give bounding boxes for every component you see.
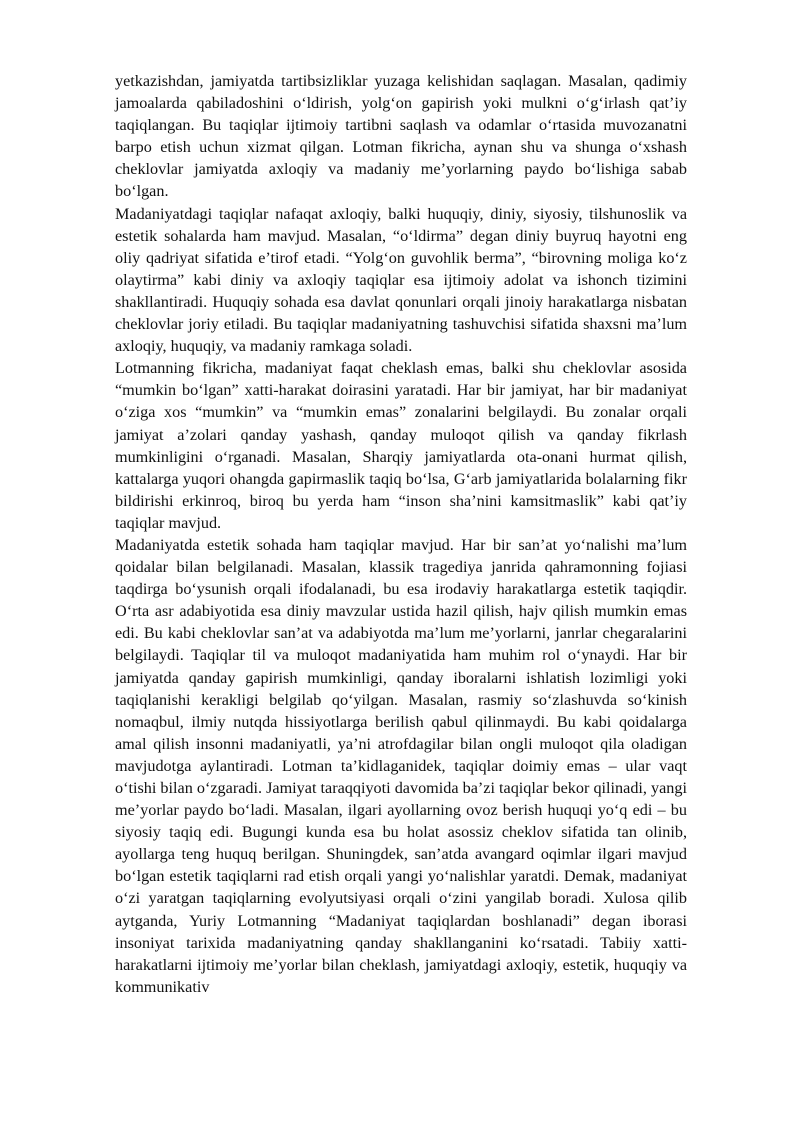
document-page	[115, 70, 687, 998]
paragraph-3: Lotmanning fikricha, madaniyat faqat cheklash emas, balki shu cheklovlar asosida “mumkin bo‘lgan” xatti-harakat doirasini yaratadi. Har bir jamiyat, har bir madaniyat o‘ziga xos “mumkin” va “mumkin emas” zonalarini belgilaydi. Bu zonalar orqali jamiyat a’zolari qanday yashash, qanday muloqot qilish va qanday fikrlash mumkinligini o‘rganadi. Masalan, Sharqiy jamiyatlarda ota-onani hurmat qilish, kattalarga yuqori ohangda gapirmaslik taqiq bo‘lsa, G‘arb jamiyatlarida bolalarning fikr bildirishi erkinroq, biroq bu yerda ham “inson sha’nini kamsitmaslik” kabi qat’iy taqiqlar mavjud.	[115, 359, 687, 532]
paragraph-2: Madaniyatdagi taqiqlar nafaqat axloqiy, balki huquqiy, diniy, siyosiy, tilshunoslik va estetik sohalarda ham mavjud. Masalan, “o‘ldirma” degan diniy buyruq hayotni eng oliy qadriyat sifatida e’tirof etadi. “Yolg‘on guvohlik berma”, “birovning moliga ko‘z olaytirma” kabi diniy va axloqiy taqiqlar esa ijtimoiy adolat va ishonch tizimini shakllantiradi. Huquqiy sohada esa davlat qonunlari orqali jinoiy harakatlarga nisbatan cheklovlar joriy etiladi. Bu taqiqlar madaniyatning tashuvchisi sifatida shaxsni ma’lum axloqiy, huquqiy, va madaniy ramkaga soladi.	[115, 204, 687, 356]
paragraph-4: Madaniyatda estetik sohada ham taqiqlar mavjud. Har bir san’at yo‘nalishi ma’lum qoidalar bilan belgilanadi. Masalan, klassik tragediya janrida qahramonning fojiasi taqdirga bo‘ysunish orqali ifodalanadi, bu esa irodaviy harakatlarga estetik taqiqdir. O‘rta asr adabiyotida esa diniy mavzular ustida hazil qilish, hajv qilish mumkin emas edi. Bu kabi cheklovlar san’at va adabiyotda ma’lum me’yorlarni, janrlar chegaralarini belgilaydi. Taqiqlar til va muloqot madaniyatida ham muhim rol o‘ynaydi. Har bir jamiyatda qanday gapirish mumkinligi, qanday iboralarni ishlatish lozimligi yoki taqiqlanishi kerakligi belgilab qo‘yilgan. Masalan, rasmiy so‘zlashuvda so‘kinish nomaqbul, ilmiy nutqda hissiyotlarga berilish qabul qilinmaydi. Bu kabi qoidalarga amal qilish insonni madaniyatli, ya’ni atrofdagilar bilan ongli muloqot qila oladigan mavjudotga aylantiradi. Lotman ta’kidlaganidek, taqiqlar doimiy emas – ular vaqt o‘tishi bilan o‘zgaradi. Jamiyat taraqqiyoti davomida ba’zi taqiqlar bekor qilinadi, yangi me’yorlar paydo bo‘ladi. Masalan, ilgari ayollarning ovoz berish huquqi yo‘q edi – bu siyosiy taqiq edi. Bugungi kunda esa bu holat asossiz cheklov sifatida tan olinib, ayollarga teng huquq berilgan. Shuningdek, san’atda avangard oqimlar ilgari mavjud bo‘lgan estetik taqiqlarni rad etish orqali yangi yo‘nalishlar yaratdi. Demak, madaniyat o‘zi yaratgan taqiqlarning evolyutsiyasi orqali o‘zini yangilab boradi. Xulosa qilib aytganda, Yuriy Lotmanning “Madaniyat taqiqlardan boshlanadi” degan iborasi insoniyat tarixida madaniyatning qanday shakllanganini ko‘rsatadi. Tabiiy xatti-harakatlarni ijtimoiy me’yorlar bilan cheklash, jamiyatdagi axloqiy, estetik, huquqiy va kommunikativ	[115, 535, 687, 996]
paragraph-1: yetkazishdan, jamiyatda tartibsizliklar yuzaga kelishidan saqlagan. Masalan, qadimiy jamoalarda qabiladoshini o‘ldirish, yolg‘on gapirish yoki mulkni o‘g‘irlash qat’iy taqiqlangan. Bu taqiqlar ijtimoiy tartibni saqlash va odamlar o‘rtasida muvozanatni barpo etish uchun xizmat qilgan. Lotman fikricha, aynan shu va shunga o‘xshash cheklovlar jamiyatda axloqiy va madaniy me’yorlarning paydo bo‘lishiga sabab bo‘lgan.	[115, 72, 687, 201]
